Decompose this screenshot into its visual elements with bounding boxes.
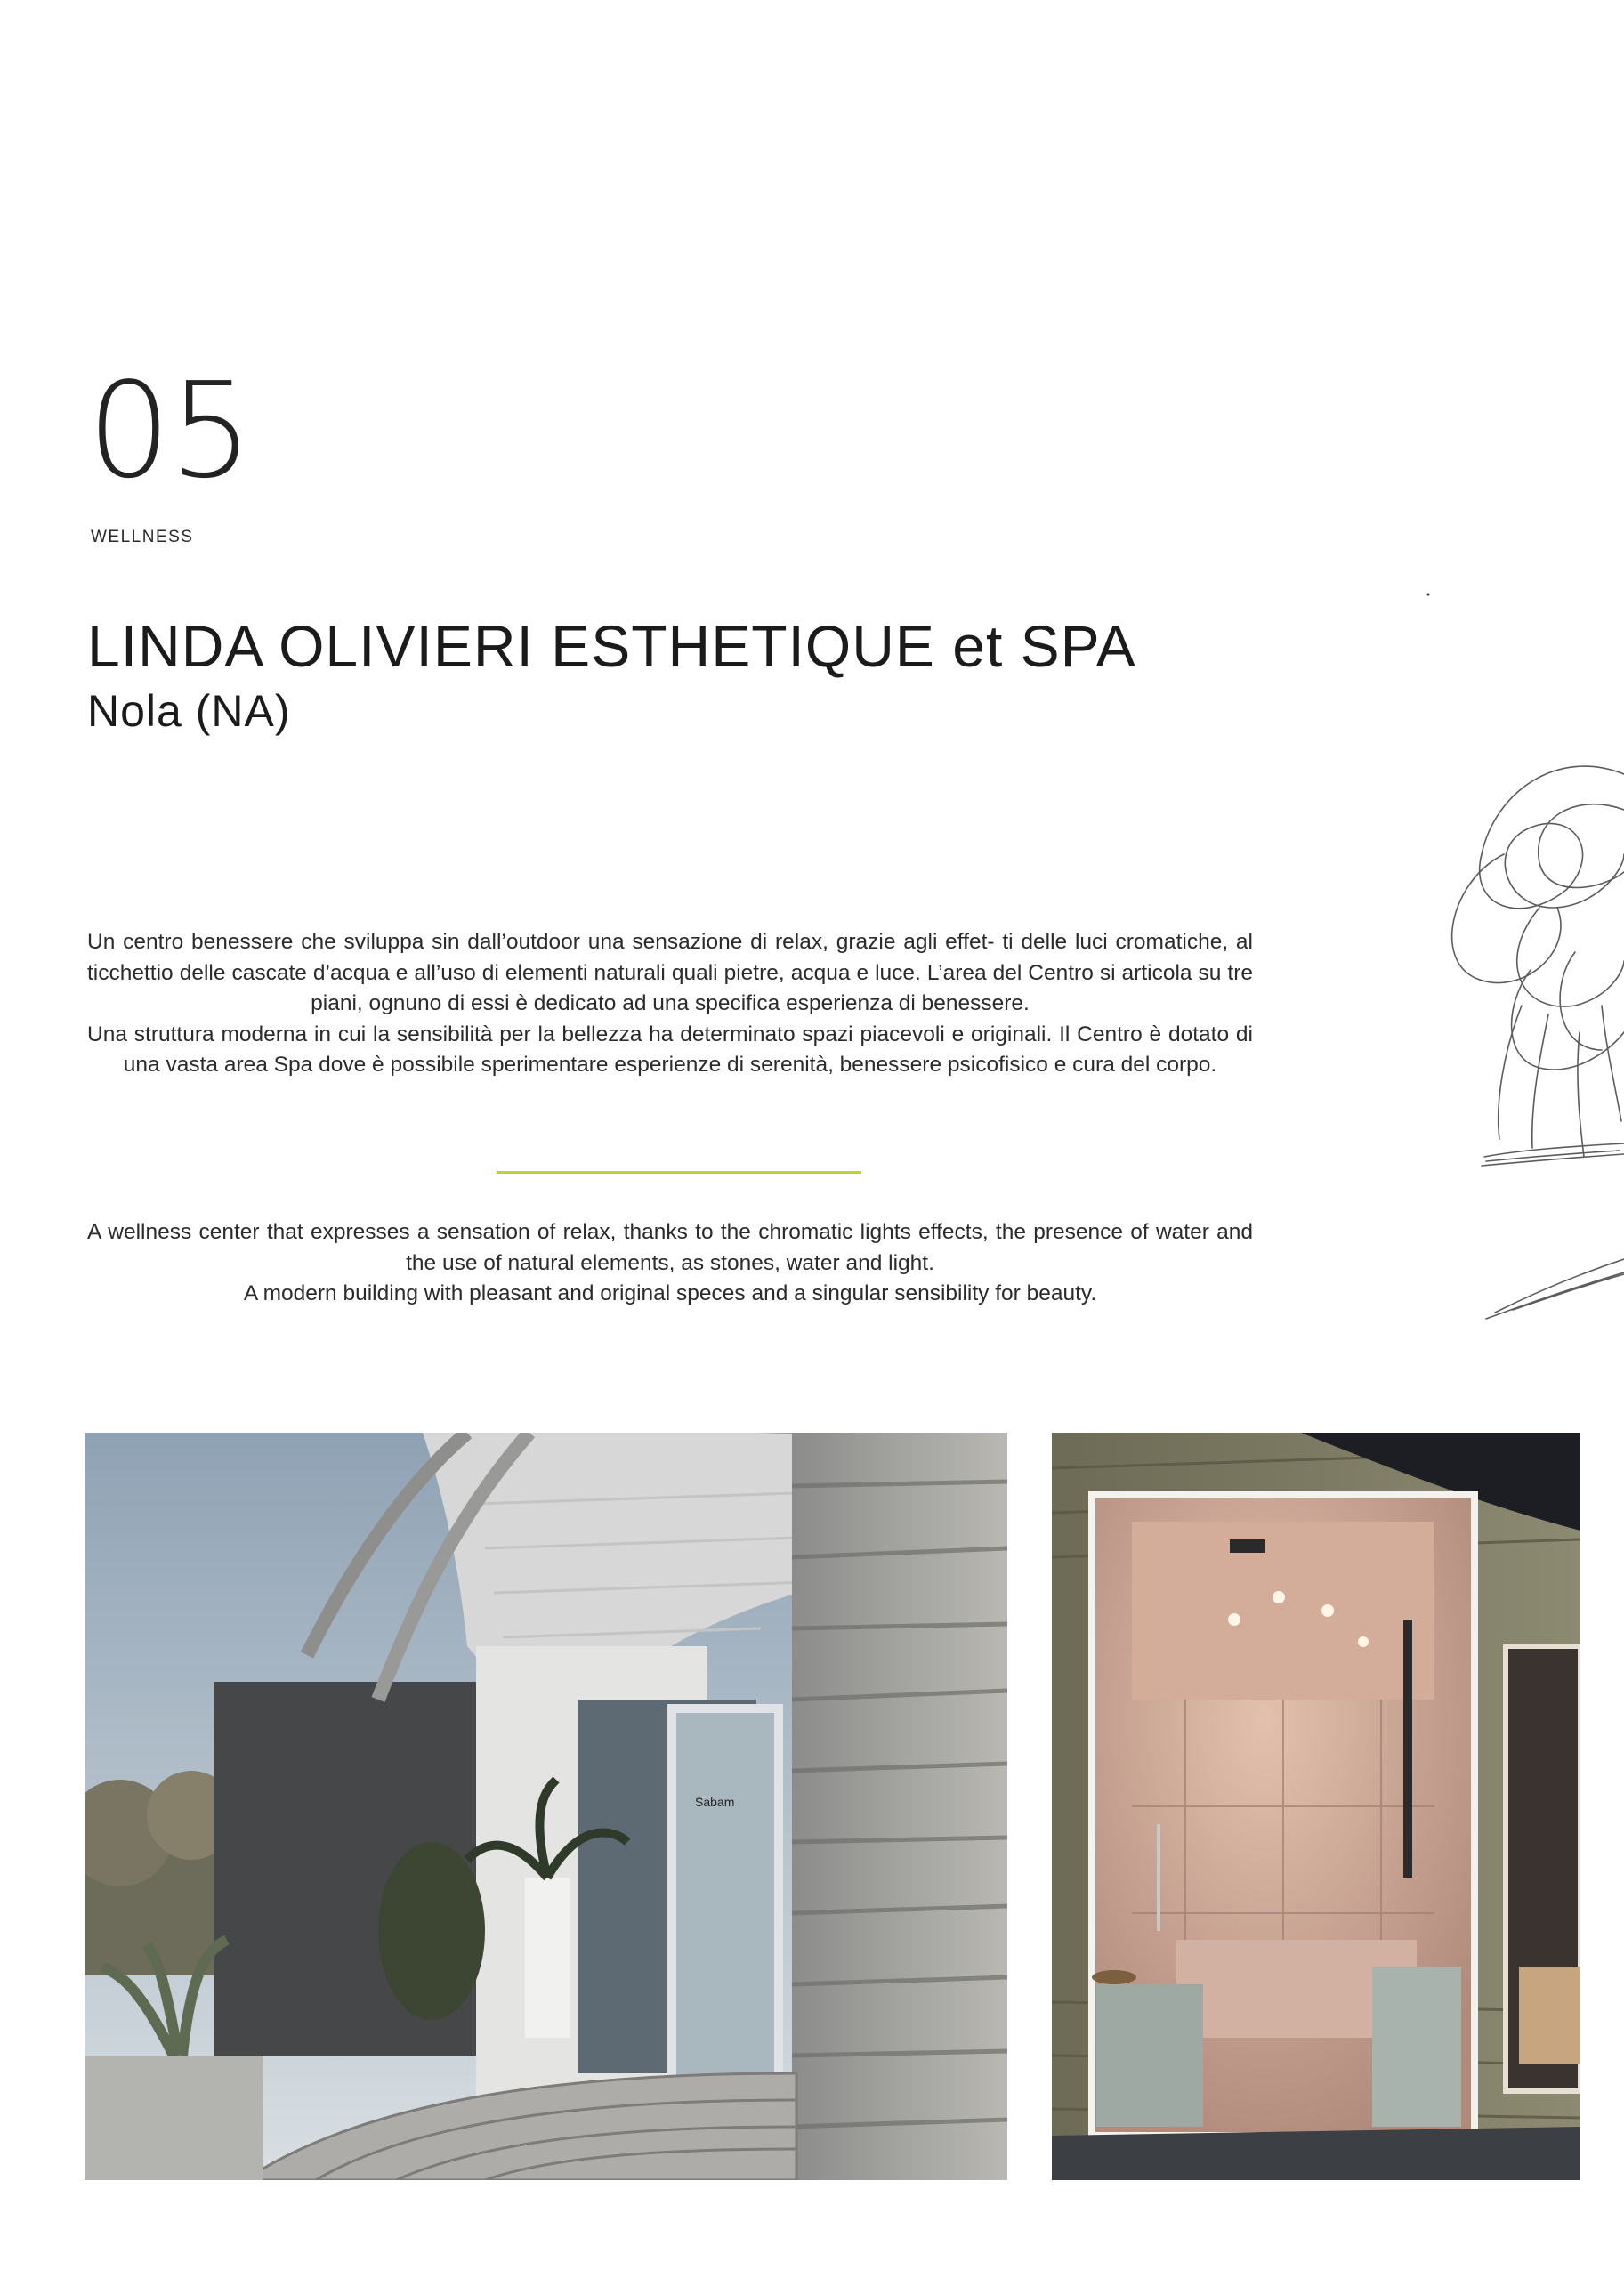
- section-label: WELLNESS: [91, 528, 194, 546]
- accent-divider: [497, 1171, 861, 1174]
- description-italian-paragraph-2: Una struttura moderna in cui la sensibilità per la bellezza ha determinato spazi piacevoli e originali. Il Centro è dotato di una vasta area Spa dove è possibile sperimentare esperienze di serenità, benessere psicofisico e cura del corpo.: [87, 1022, 1253, 1077]
- description-italian: [87, 927, 1253, 1081]
- exterior-entrance-photo: [85, 1433, 1007, 2180]
- description-english-paragraph-2: A modern building with pleasant and original speces and a singular sensibility for beauty.: [243, 1281, 1097, 1305]
- pencil-sketch-decoration: [1397, 587, 1624, 1326]
- section-number: 05: [87, 354, 252, 507]
- project-title: LINDA OLIVIERI ESTHETIQUE et SPA: [87, 613, 1136, 679]
- description-english: [87, 1217, 1253, 1310]
- spa-steam-room-photo: [1052, 1433, 1580, 2180]
- description-english-paragraph-1: A wellness center that expresses a sensation of relax, thanks to the chromatic lights effects, the presence of water and the use of natural elements, as stones, water and light.: [87, 1220, 1253, 1275]
- project-location: Nola (NA): [87, 686, 291, 736]
- description-italian-paragraph-1: Un centro benessere che sviluppa sin dall’outdoor una sensazione di relax, grazie agli effet- ti delle luci cromatiche, al ticchettio delle cascate d’acqua e all’uso di elementi naturali quali pietre, acqua e luce. L’area del Centro si articola su tre piani, ognuno di essi è dedicato ad una specifica esperienza di benessere.: [87, 930, 1253, 1015]
- glass-door-sign: Sabam: [695, 1795, 735, 1809]
